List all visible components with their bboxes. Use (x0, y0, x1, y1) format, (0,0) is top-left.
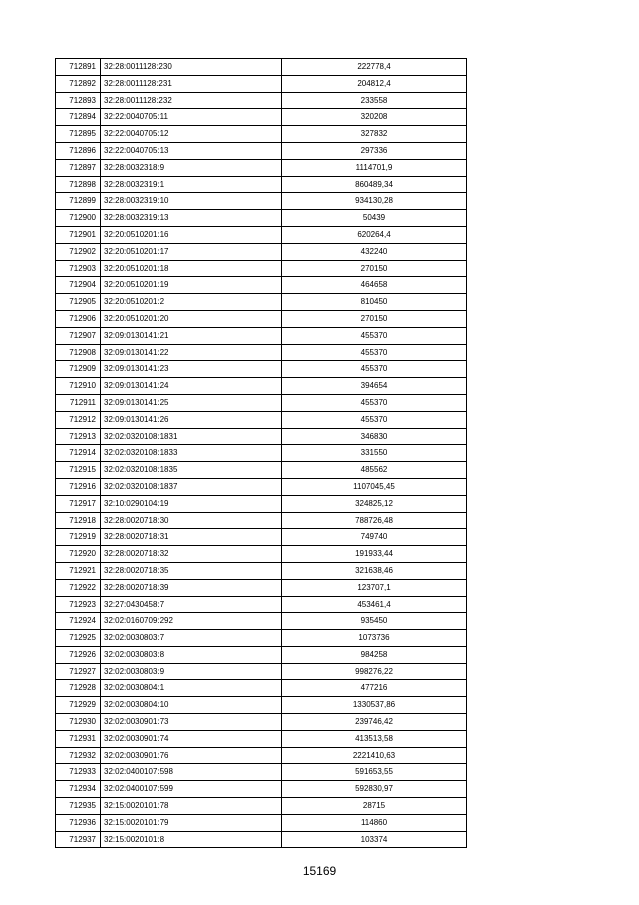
row-id-cell: 712935 (56, 798, 101, 815)
value-cell: 477216 (282, 680, 467, 697)
table-row (56, 562, 467, 579)
row-id-cell: 712936 (56, 814, 101, 831)
table-row (56, 327, 467, 344)
row-id-cell: 712911 (56, 394, 101, 411)
row-id-cell: 712910 (56, 378, 101, 395)
cadastral-number-cell: 32:20:0510201:19 (101, 277, 282, 294)
value-cell: 321638,46 (282, 562, 467, 579)
cadastral-number-cell: 32:09:0130141:26 (101, 411, 282, 428)
row-id-cell: 712913 (56, 428, 101, 445)
cadastral-number-cell: 32:02:0400107:599 (101, 781, 282, 798)
value-cell: 123707,1 (282, 579, 467, 596)
cadastral-number-cell: 32:02:0030804:1 (101, 680, 282, 697)
cadastral-number-cell: 32:02:0030803:9 (101, 663, 282, 680)
table-row (56, 210, 467, 227)
cadastral-number-cell: 32:15:0020101:8 (101, 831, 282, 848)
table-row (56, 126, 467, 143)
value-cell: 788726,48 (282, 512, 467, 529)
value-cell: 455370 (282, 327, 467, 344)
cadastral-number-cell: 32:20:0510201:17 (101, 243, 282, 260)
table-row (56, 226, 467, 243)
row-id-cell: 712898 (56, 176, 101, 193)
value-cell: 1330537,86 (282, 697, 467, 714)
table-row (56, 730, 467, 747)
value-cell: 592830,97 (282, 781, 467, 798)
row-id-cell: 712915 (56, 462, 101, 479)
row-id-cell: 712929 (56, 697, 101, 714)
value-cell: 327832 (282, 126, 467, 143)
cadastral-number-cell: 32:28:0032319:1 (101, 176, 282, 193)
row-id-cell: 712928 (56, 680, 101, 697)
cadastral-number-cell: 32:28:0020718:31 (101, 529, 282, 546)
value-cell: 453461,4 (282, 596, 467, 613)
value-cell: 324825,12 (282, 495, 467, 512)
cadastral-number-cell: 32:27:0430458:7 (101, 596, 282, 613)
row-id-cell: 712899 (56, 193, 101, 210)
row-id-cell: 712937 (56, 831, 101, 848)
row-id-cell: 712931 (56, 730, 101, 747)
cadastral-number-cell: 32:28:0032319:10 (101, 193, 282, 210)
table-row (56, 159, 467, 176)
cadastral-number-cell: 32:02:0030901:73 (101, 714, 282, 731)
value-cell: 222778,4 (282, 59, 467, 76)
row-id-cell: 712900 (56, 210, 101, 227)
cadastral-number-cell: 32:09:0130141:25 (101, 394, 282, 411)
cadastral-number-cell: 32:22:0040705:13 (101, 142, 282, 159)
table-row (56, 109, 467, 126)
row-id-cell: 712916 (56, 478, 101, 495)
row-id-cell: 712920 (56, 546, 101, 563)
table-body (56, 59, 467, 848)
row-id-cell: 712891 (56, 59, 101, 76)
table-row (56, 747, 467, 764)
row-id-cell: 712892 (56, 75, 101, 92)
row-id-cell: 712906 (56, 310, 101, 327)
row-id-cell: 712933 (56, 764, 101, 781)
value-cell: 935450 (282, 613, 467, 630)
table-row (56, 697, 467, 714)
cadastral-number-cell: 32:20:0510201:20 (101, 310, 282, 327)
row-id-cell: 712895 (56, 126, 101, 143)
cadastral-number-cell: 32:02:0160709:292 (101, 613, 282, 630)
row-id-cell: 712912 (56, 411, 101, 428)
cadastral-number-cell: 32:09:0130141:24 (101, 378, 282, 395)
value-cell: 50439 (282, 210, 467, 227)
table-row (56, 529, 467, 546)
row-id-cell: 712894 (56, 109, 101, 126)
value-cell: 1107045,45 (282, 478, 467, 495)
row-id-cell: 712919 (56, 529, 101, 546)
cadastral-number-cell: 32:20:0510201:16 (101, 226, 282, 243)
cadastral-number-cell: 32:09:0130141:21 (101, 327, 282, 344)
cadastral-number-cell: 32:28:0011128:230 (101, 59, 282, 76)
table-row (56, 764, 467, 781)
table-row (56, 798, 467, 815)
table-row (56, 176, 467, 193)
table-row (56, 680, 467, 697)
value-cell: 455370 (282, 394, 467, 411)
table-row (56, 361, 467, 378)
row-id-cell: 712924 (56, 613, 101, 630)
table-row (56, 478, 467, 495)
cadastral-number-cell: 32:28:0032319:13 (101, 210, 282, 227)
row-id-cell: 712893 (56, 92, 101, 109)
cadastral-number-cell: 32:02:0030803:7 (101, 630, 282, 647)
value-cell: 297336 (282, 142, 467, 159)
table-row (56, 646, 467, 663)
table-row (56, 378, 467, 395)
cadastral-number-cell: 32:28:0011128:231 (101, 75, 282, 92)
value-cell: 2221410,63 (282, 747, 467, 764)
table-row (56, 92, 467, 109)
cadastral-number-cell: 32:02:0320108:1835 (101, 462, 282, 479)
table-row (56, 193, 467, 210)
value-cell: 860489,34 (282, 176, 467, 193)
value-cell: 455370 (282, 361, 467, 378)
row-id-cell: 712925 (56, 630, 101, 647)
value-cell: 28715 (282, 798, 467, 815)
value-cell: 191933,44 (282, 546, 467, 563)
value-cell: 413513,58 (282, 730, 467, 747)
cadastral-number-cell: 32:02:0030803:8 (101, 646, 282, 663)
cadastral-number-cell: 32:09:0130141:23 (101, 361, 282, 378)
table-row (56, 445, 467, 462)
cadastral-number-cell: 32:22:0040705:12 (101, 126, 282, 143)
row-id-cell: 712930 (56, 714, 101, 731)
table-row (56, 243, 467, 260)
table-row (56, 546, 467, 563)
cadastral-number-cell: 32:20:0510201:2 (101, 294, 282, 311)
page-number: 15169 (302, 864, 337, 878)
value-cell: 485562 (282, 462, 467, 479)
cadastral-number-cell: 32:28:0032318:9 (101, 159, 282, 176)
cadastral-number-cell: 32:02:0320108:1831 (101, 428, 282, 445)
row-id-cell: 712926 (56, 646, 101, 663)
cadastral-number-cell: 32:09:0130141:22 (101, 344, 282, 361)
row-id-cell: 712914 (56, 445, 101, 462)
row-id-cell: 712902 (56, 243, 101, 260)
table-row (56, 781, 467, 798)
value-cell: 749740 (282, 529, 467, 546)
cadastral-number-cell: 32:28:0020718:30 (101, 512, 282, 529)
row-id-cell: 712907 (56, 327, 101, 344)
table-row (56, 714, 467, 731)
row-id-cell: 712927 (56, 663, 101, 680)
row-id-cell: 712922 (56, 579, 101, 596)
row-id-cell: 712903 (56, 260, 101, 277)
table-row (56, 630, 467, 647)
value-cell: 998276,22 (282, 663, 467, 680)
cadastral-number-cell: 32:28:0020718:32 (101, 546, 282, 563)
row-id-cell: 712896 (56, 142, 101, 159)
value-cell: 239746,42 (282, 714, 467, 731)
cadastral-value-table (55, 58, 467, 848)
row-id-cell: 712897 (56, 159, 101, 176)
cadastral-number-cell: 32:15:0020101:79 (101, 814, 282, 831)
value-cell: 233558 (282, 92, 467, 109)
cadastral-number-cell: 32:28:0020718:35 (101, 562, 282, 579)
table-row (56, 277, 467, 294)
row-id-cell: 712905 (56, 294, 101, 311)
table-row (56, 310, 467, 327)
cadastral-number-cell: 32:28:0011128:232 (101, 92, 282, 109)
cadastral-number-cell: 32:10:0290104:19 (101, 495, 282, 512)
table-row (56, 512, 467, 529)
value-cell: 432240 (282, 243, 467, 260)
cadastral-number-cell: 32:28:0020718:39 (101, 579, 282, 596)
value-cell: 394654 (282, 378, 467, 395)
table-row (56, 75, 467, 92)
cadastral-number-cell: 32:02:0030901:76 (101, 747, 282, 764)
value-cell: 103374 (282, 831, 467, 848)
table-row (56, 579, 467, 596)
value-cell: 984258 (282, 646, 467, 663)
cadastral-number-cell: 32:02:0400107:598 (101, 764, 282, 781)
table-row (56, 394, 467, 411)
value-cell: 114860 (282, 814, 467, 831)
cadastral-number-cell: 32:02:0030804:10 (101, 697, 282, 714)
cadastral-number-cell: 32:02:0320108:1837 (101, 478, 282, 495)
value-cell: 320208 (282, 109, 467, 126)
value-cell: 270150 (282, 310, 467, 327)
row-id-cell: 712909 (56, 361, 101, 378)
value-cell: 455370 (282, 344, 467, 361)
value-cell: 455370 (282, 411, 467, 428)
table-row (56, 344, 467, 361)
cadastral-number-cell: 32:20:0510201:18 (101, 260, 282, 277)
value-cell: 620264,4 (282, 226, 467, 243)
row-id-cell: 712932 (56, 747, 101, 764)
row-id-cell: 712921 (56, 562, 101, 579)
row-id-cell: 712934 (56, 781, 101, 798)
table-row (56, 260, 467, 277)
table-row (56, 294, 467, 311)
table-row (56, 411, 467, 428)
table-row (56, 596, 467, 613)
value-cell: 1114701,9 (282, 159, 467, 176)
table-row (56, 59, 467, 76)
table-row (56, 142, 467, 159)
value-cell: 464658 (282, 277, 467, 294)
row-id-cell: 712904 (56, 277, 101, 294)
row-id-cell: 712923 (56, 596, 101, 613)
value-cell: 591653,55 (282, 764, 467, 781)
row-id-cell: 712901 (56, 226, 101, 243)
table-row (56, 428, 467, 445)
table-row (56, 831, 467, 848)
value-cell: 331550 (282, 445, 467, 462)
cadastral-number-cell: 32:22:0040705:11 (101, 109, 282, 126)
cadastral-number-cell: 32:15:0020101:78 (101, 798, 282, 815)
value-cell: 934130,28 (282, 193, 467, 210)
row-id-cell: 712908 (56, 344, 101, 361)
value-cell: 270150 (282, 260, 467, 277)
table-row (56, 462, 467, 479)
value-cell: 1073736 (282, 630, 467, 647)
value-cell: 810450 (282, 294, 467, 311)
row-id-cell: 712918 (56, 512, 101, 529)
table-row (56, 495, 467, 512)
table-row (56, 613, 467, 630)
row-id-cell: 712917 (56, 495, 101, 512)
cadastral-number-cell: 32:02:0320108:1833 (101, 445, 282, 462)
value-cell: 204812,4 (282, 75, 467, 92)
table-row (56, 814, 467, 831)
table-row (56, 663, 467, 680)
value-cell: 346830 (282, 428, 467, 445)
cadastral-number-cell: 32:02:0030901:74 (101, 730, 282, 747)
